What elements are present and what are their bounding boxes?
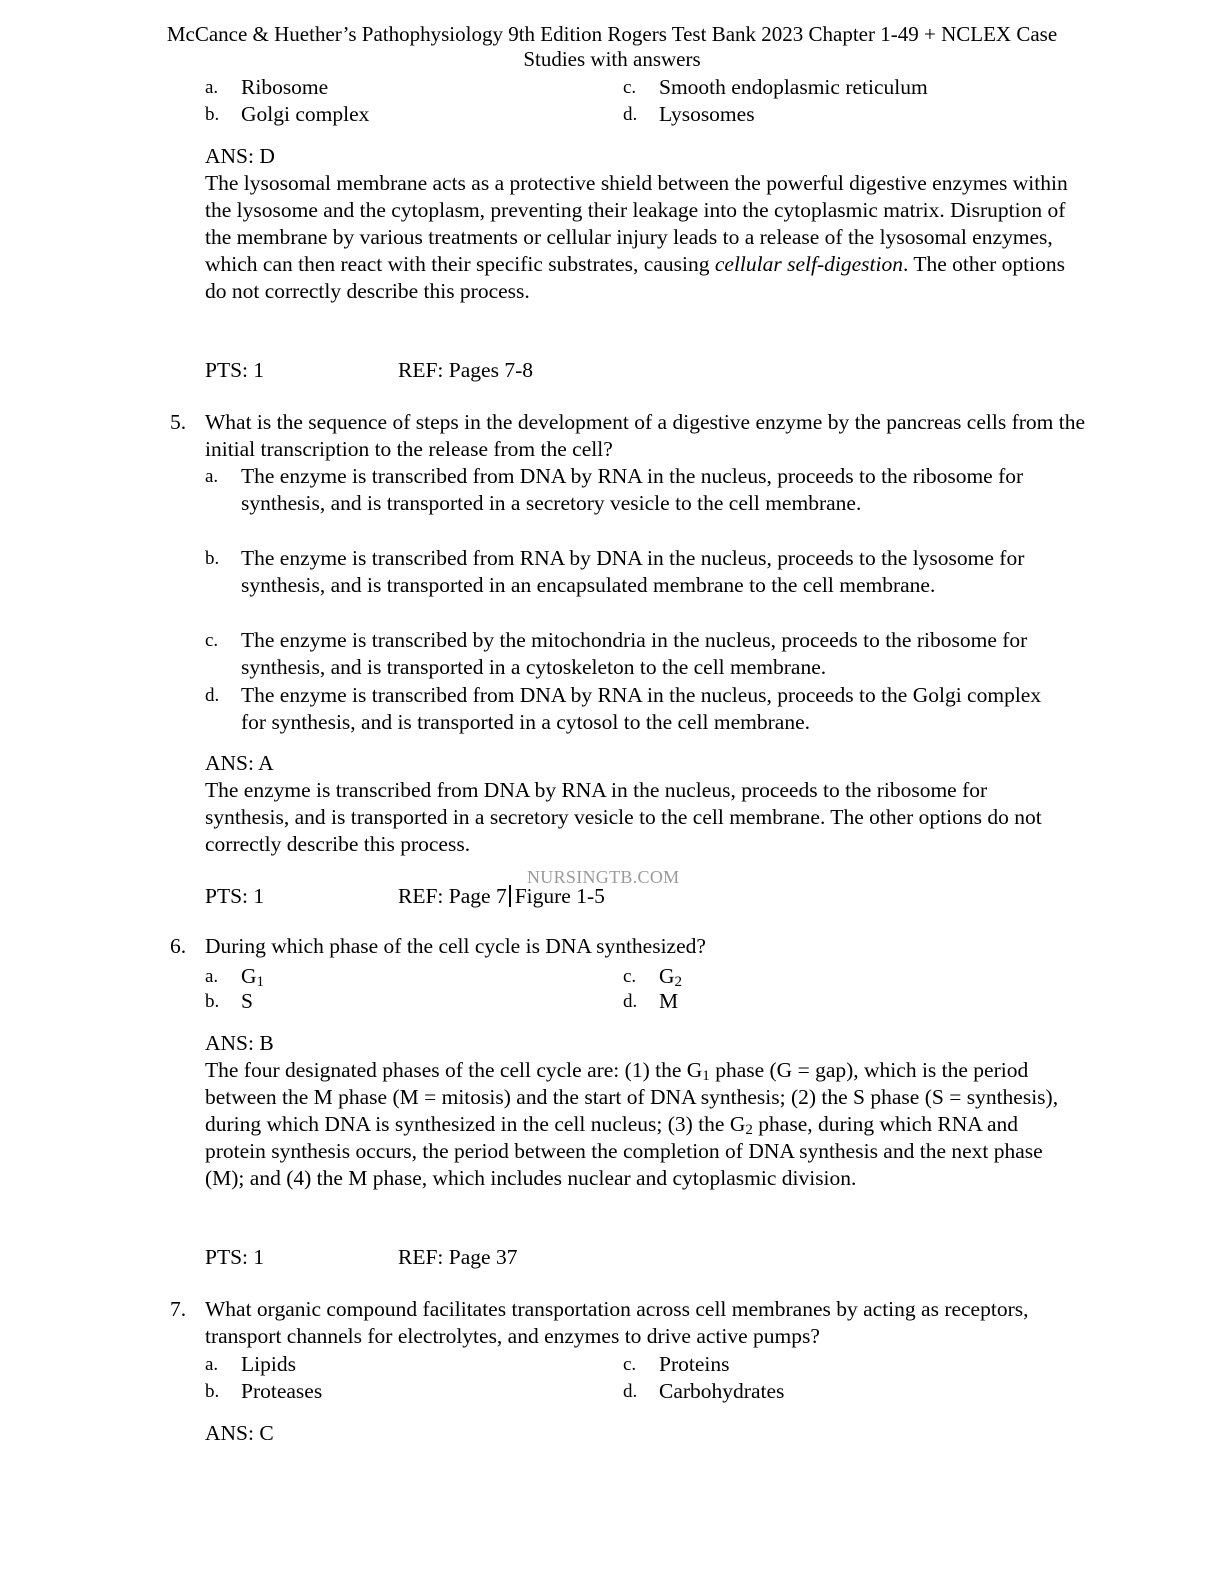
- q4-rationale-post: . The other options do not correctly describe this process.: [205, 252, 1065, 303]
- option-text: Proteases: [241, 1379, 323, 1403]
- q6-answer: ANS: B: [205, 1031, 274, 1055]
- option-text: The enzyme is transcribed from DNA by RNA in the nucleus, proceeds to the Golgi complex for synthesis, and is transported in a cytosol to the cell membrane.: [241, 683, 1042, 734]
- q7-option-d: [623, 1378, 784, 1405]
- option-letter: a.: [205, 966, 219, 987]
- option-text: Ribosome: [241, 75, 329, 99]
- option-text: M: [659, 989, 679, 1013]
- page-header: [100, 22, 1124, 72]
- option-letter: c.: [623, 1354, 637, 1375]
- option-letter: d.: [623, 991, 638, 1012]
- q6-stem: During which phase of the cell cycle is DNA synthesized?: [205, 934, 706, 958]
- separator-bar: [509, 885, 511, 907]
- option-text: The enzyme is transcribed from RNA by DNA in the nucleus, proceeds to the lysosome for synthesis, and is transported in an encapsulated membrane to the cell membrane.: [241, 546, 1025, 597]
- q5-reference-figure: Figure 1-5: [514, 884, 605, 908]
- q4-rationale-emphasis: cellular self-digestion: [714, 252, 903, 276]
- q5-number: 5.: [170, 410, 187, 434]
- q7-option-a: [205, 1351, 296, 1378]
- q6-option-c: [623, 963, 682, 990]
- option-text: S: [241, 989, 253, 1013]
- option-text: Smooth endoplasmic reticulum: [659, 75, 928, 99]
- q6-rationale-sub-2: 2: [745, 1122, 753, 1138]
- q5-reference-label: REF: Page 7: [398, 884, 507, 908]
- watermark: NURSINGTB.COM: [527, 867, 680, 887]
- q4-option-c: [623, 74, 928, 101]
- q4-option-a: [205, 74, 328, 101]
- q4-option-d: [623, 101, 755, 128]
- q5-meta: [205, 883, 905, 910]
- option-main: G: [659, 964, 675, 988]
- option-letter: c.: [623, 966, 637, 987]
- q6-option-a: [205, 963, 264, 990]
- q6-rationale-part-2: phase (G = gap), which is the period between the M phase (M = mitosis) and the start of DNA synthesis; (2) the S phase (S = synthesis), during which DNA is synthesized in the cell nucleus; (3) the G: [205, 1058, 1059, 1136]
- option-letter: c.: [623, 77, 637, 98]
- q6-meta: [205, 1244, 905, 1271]
- q5-answer: ANS: A: [205, 751, 274, 775]
- q5-rationale: The enzyme is transcribed from DNA by RNA in the nucleus, proceeds to the ribosome for synthesis, and is transported in a secretory vesicle to the cell membrane. The other options do not correctly describe this process.: [205, 778, 1042, 856]
- q5-stem: What is the sequence of steps in the development of a digestive enzyme by the pancreas cells from the initial transcription to the release from the cell?: [205, 410, 1085, 461]
- option-text: Golgi complex: [241, 102, 370, 126]
- option-subscript: 2: [674, 974, 683, 990]
- option-main: G: [241, 964, 257, 988]
- option-letter: d.: [623, 1381, 638, 1402]
- option-letter: d.: [205, 685, 220, 706]
- q5-points: PTS: 1: [205, 884, 265, 908]
- q6-rationale-sub-1: 1: [702, 1068, 710, 1084]
- q7-stem: What organic compound facilitates transportation across cell membranes by acting as receptors, transport channels for electrolytes, and enzymes to drive active pumps?: [205, 1297, 1029, 1348]
- q4-points: PTS: 1: [205, 358, 265, 382]
- header-title-line-1: McCance & Huether’s Pathophysiology 9th Edition Rogers Test Bank 2023 Chapter 1-49 + NCLEX Case: [166, 22, 1058, 46]
- option-letter: c.: [205, 630, 219, 651]
- q4-meta: [205, 357, 905, 384]
- header-title-line-2: Studies with answers: [523, 47, 701, 71]
- q6-points: PTS: 1: [205, 1245, 265, 1269]
- option-text: Carbohydrates: [659, 1379, 785, 1403]
- option-letter: b.: [205, 1381, 220, 1402]
- q6-option-b: [205, 988, 253, 1015]
- option-text: [241, 963, 264, 990]
- option-letter: a.: [205, 77, 219, 98]
- q4-rationale-pre: The lysosomal membrane acts as a protective shield between the powerful digestive enzymes within the lysosome and the cytoplasm, preventing their leakage into the cytoplasmic matrix. Disruption of the membrane by various treatments or cellular injury leads to a release of the lysosomal enzymes, which can then react with their specific substrates, causing: [205, 171, 1068, 276]
- q5-reference: [398, 883, 605, 910]
- q7-answer: ANS: C: [205, 1421, 274, 1445]
- option-letter: a.: [205, 1354, 219, 1375]
- q4-option-b: [205, 101, 369, 128]
- option-letter: b.: [205, 104, 220, 125]
- q6-reference: REF: Page 37: [398, 1245, 518, 1269]
- option-text: The enzyme is transcribed by the mitochondria in the nucleus, proceeds to the ribosome for synthesis, and is transported in a cytoskeleton to the cell membrane.: [241, 628, 1028, 679]
- q6-rationale-part-1: The four designated phases of the cell cycle are: (1) the G: [205, 1058, 703, 1082]
- option-text: Proteins: [659, 1352, 730, 1376]
- q6-number: 6.: [170, 934, 187, 958]
- option-text: Lysosomes: [659, 102, 755, 126]
- option-letter: d.: [623, 104, 638, 125]
- option-text: [659, 963, 682, 990]
- option-text: Lipids: [241, 1352, 296, 1376]
- option-subscript: 1: [256, 974, 265, 990]
- option-text: The enzyme is transcribed from DNA by RNA in the nucleus, proceeds to the ribosome for synthesis, and is transported in a secretory vesicle to the cell membrane.: [241, 464, 1024, 515]
- option-letter: a.: [205, 466, 219, 487]
- q4-rationale: [205, 170, 1075, 305]
- q7-option-b: [205, 1378, 322, 1405]
- q6-rationale: [205, 1057, 1070, 1192]
- q7-option-c: [623, 1351, 729, 1378]
- q4-answer: ANS: D: [205, 144, 275, 168]
- q7-number: 7.: [170, 1297, 187, 1321]
- q4-reference: REF: Pages 7-8: [398, 358, 533, 382]
- q6-rationale-part-3: phase, during which RNA and protein synthesis occurs, the period between the completion of DNA synthesis and the next phase (M); and (4) the M phase, which includes nuclear and cytoplasmic division.: [205, 1112, 1043, 1190]
- option-letter: b.: [205, 991, 220, 1012]
- q6-option-d: [623, 988, 678, 1015]
- option-letter: b.: [205, 548, 220, 569]
